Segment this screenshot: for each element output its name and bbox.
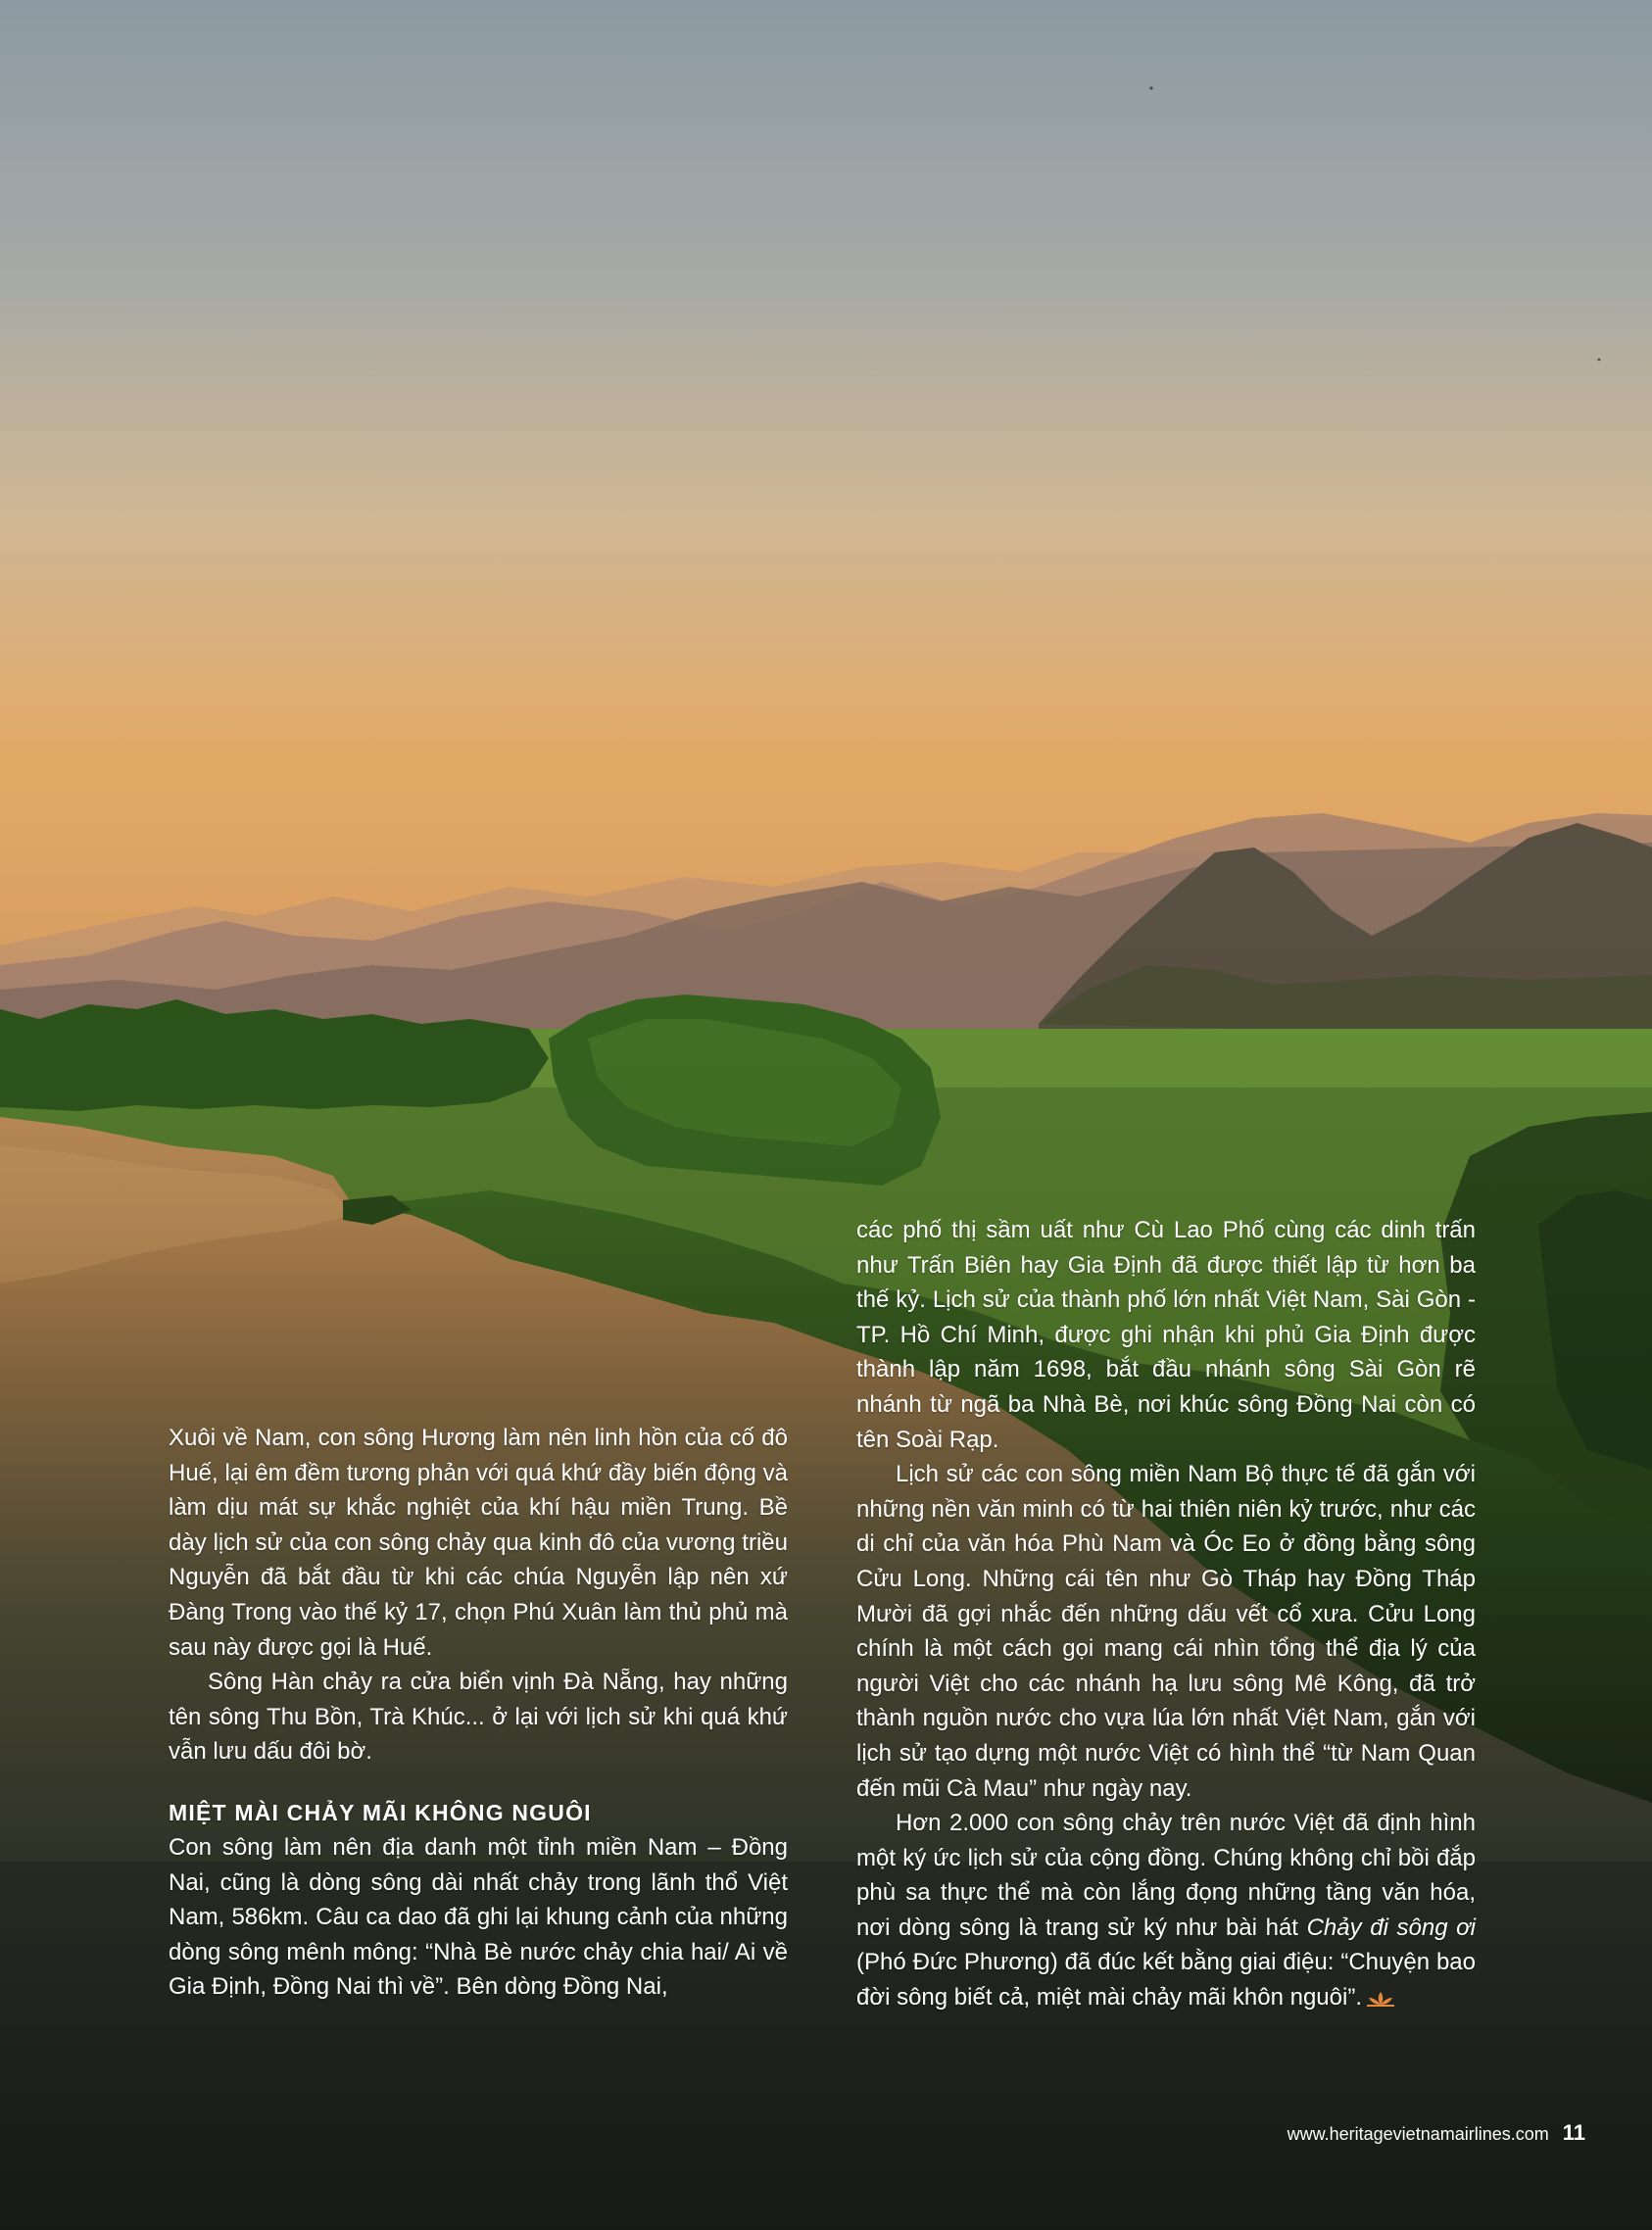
article-right-column bbox=[856, 1213, 1476, 2015]
page-number: 11 bbox=[1562, 2120, 1585, 2145]
article-paragraph: Xuôi về Nam, con sông Hương làm nên linh hồn của cố đô Huế, lại êm đềm tương phản với quá khứ đầy biến động và làm dịu mát sự khắc nghiệt của khí hậu miền Trung. Bề dày lịch sử của con sông chảy qua kinh đô của vương triều Nguyễn đã bắt đầu từ khi các chúa Nguyễn lập nên xứ Đàng Trong vào thế kỷ 17, chọn Phú Xuân làm thủ phủ mà sau này được gọi là Huế. bbox=[169, 1425, 788, 1661]
page-footer bbox=[1288, 2120, 1585, 2146]
article-paragraph: Sông Hàn chảy ra cửa biển vịnh Đà Nẵng, hay những tên sông Thu Bồn, Trà Khúc... ở lại với lịch sử khi quá khứ vẫn lưu dấu đôi bờ. bbox=[169, 1669, 788, 1766]
article-left-column bbox=[169, 1421, 788, 2005]
section-heading: MIỆT MÀI CHẢY MÃI KHÔNG NGUÔI bbox=[169, 1799, 592, 1825]
article-paragraph: Con sông làm nên địa danh một tỉnh miền Nam – Đồng Nai, cũng là dòng sông dài nhất chảy trong lãnh thổ Việt Nam, 586km. Câu ca dao đã ghi lại khung cảnh của những dòng sông mênh mông: “Nhà Bè nước chảy chia hai/ Ai về Gia Định, Đồng Nai thì về”. Bên dòng Đồng Nai, bbox=[169, 1833, 788, 2001]
paragraph-text: (Phó Đức Phương) đã đúc kết bằng giai điệu: “Chuyện bao đời sông biết cả, miệt mài chảy mãi khôn nguôi”. bbox=[856, 1949, 1476, 2012]
paragraph-text: Hơn 2.000 con sông chảy trên nước Việt đã định hình một ký ức lịch sử của cộng đồng. Chúng không chỉ bồi đắp phù sa thực thể mà còn lắng đọng những tầng văn hóa, nơi dòng sông là trang sử ký như bài hát bbox=[856, 1810, 1476, 1941]
article-paragraph bbox=[856, 1806, 1476, 2015]
website-link[interactable]: www.heritagevietnamairlines.com bbox=[1287, 2124, 1549, 2144]
lotus-icon bbox=[1366, 1990, 1395, 2008]
article-paragraph: các phố thị sầm uất như Cù Lao Phố cùng các dinh trấn như Trấn Biên hay Gia Định đã được thiết lập từ hơn ba thế kỷ. Lịch sử của thành phố lớn nhất Việt Nam, Sài Gòn - TP. Hồ Chí Minh, được ghi nhận khi phủ Gia Định được thành lập năm 1698, bắt đầu nhánh sông Sài Gòn rẽ nhánh từ ngã ba Nhà Bè, nơi khúc sông Đồng Nai còn có tên Soài Rạp. bbox=[856, 1217, 1476, 1453]
song-title: Chảy đi sông ơi bbox=[1306, 1914, 1477, 1941]
article-paragraph: Lịch sử các con sông miền Nam Bộ thực tế đã gắn với những nền văn minh có từ hai thiên niên kỷ trước, như các di chỉ của văn hóa Phù Nam và Óc Eo ở đồng bằng sông Cửu Long. Những cái tên như Gò Tháp hay Đồng Tháp Mười đã gợi nhắc đến những dấu vết cổ xưa. Cửu Long chính là một cách gọi mang cái nhìn tổng thể địa lý của người Việt cho các nhánh hạ lưu sông Mê Kông, đã trở thành nguồn nước cho vựa lúa lớn nhất Việt Nam, gắn với lịch sử tạo dựng một nước Việt có hình thể “từ Nam Quan đến mũi Cà Mau” như ngày nay. bbox=[856, 1461, 1476, 1802]
